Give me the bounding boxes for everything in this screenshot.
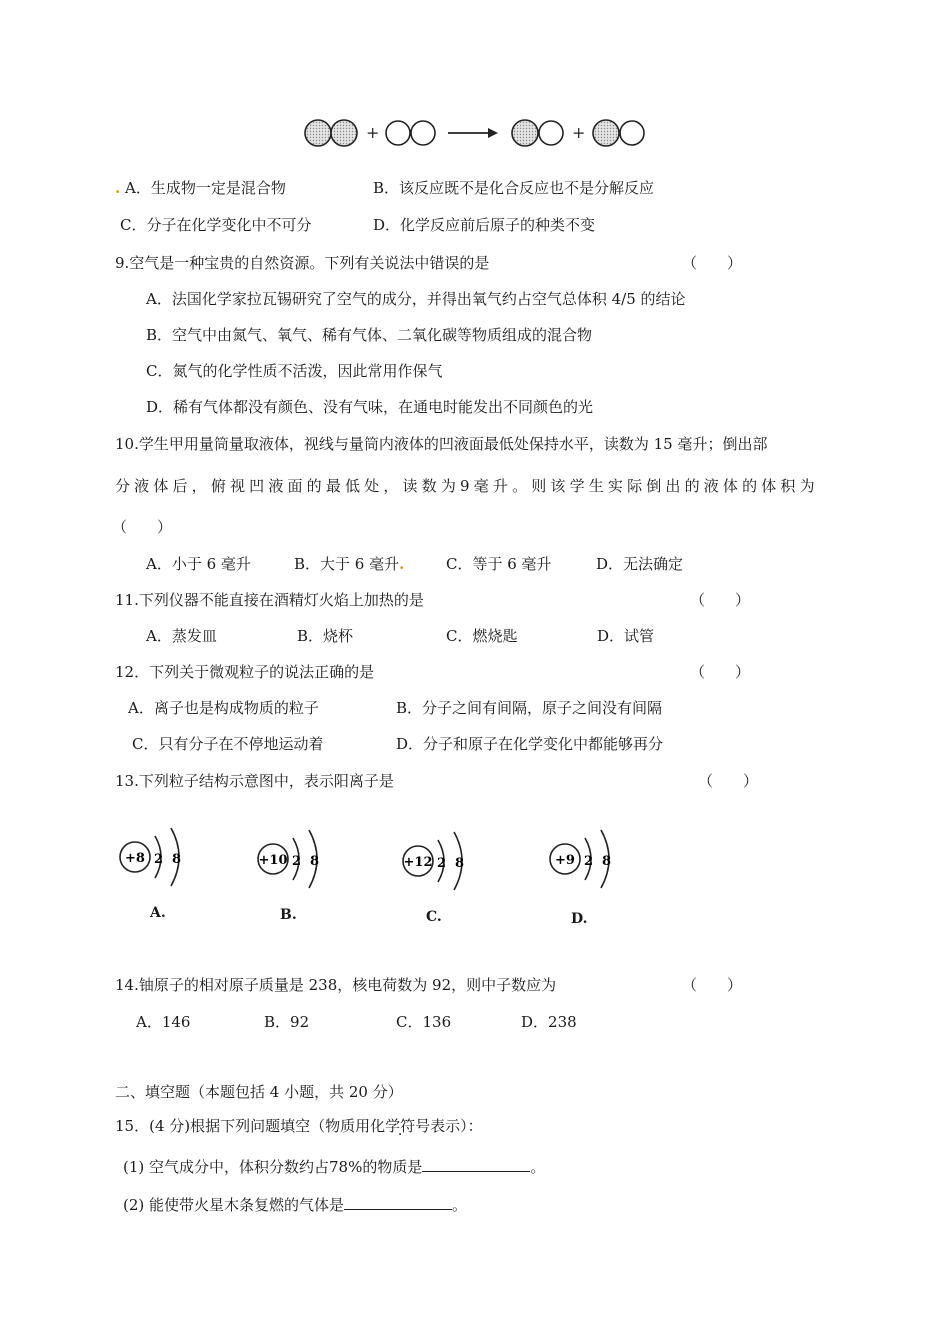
- nucleus-charge: +8: [125, 851, 145, 866]
- plus-sign-1: +: [366, 123, 380, 142]
- q11-option-a: A．蒸发皿: [146, 627, 217, 645]
- q11-option-c: C．燃烧匙: [446, 627, 518, 645]
- q13-stem: 13.下列粒子结构示意图中，表示阳离子是: [115, 772, 394, 790]
- plus-sign-2: +: [572, 123, 586, 142]
- atom-diagram-b-label: B.: [280, 907, 297, 923]
- shell-1-electrons: 2: [292, 854, 302, 869]
- reactant-molecule-empty: [386, 121, 435, 145]
- q12-option-a: A．离子也是构成物质的粒子: [128, 699, 319, 717]
- q12-option-b: B．分子之间有间隔，原子之间没有间隔: [396, 699, 663, 717]
- q10-answer-paren: （ ）: [112, 518, 173, 536]
- q10-stem-line1: 10.学生甲用量筒量取液体，视线与量筒内液体的凹液面最低处保持水平，读数为 15 毫升；倒出部: [115, 435, 768, 453]
- q15-stem: 15．(4 分)根据下列问题填空（物质用化学符号表示）：: [115, 1117, 483, 1135]
- q9-option-d: D．稀有气体都没有颜色、没有气味，在通电时能发出不同颜色的光: [146, 398, 594, 416]
- reactant-molecule-shaded: [305, 120, 357, 146]
- shell-1-electrons: 2: [584, 854, 594, 869]
- q14-option-a: A．146: [136, 1013, 191, 1031]
- q15-sub2: (2) 能使带火星木条复燃的气体是 。: [123, 1193, 467, 1215]
- atom-diagram-c: [398, 824, 488, 899]
- atom-diagram-d-label: D.: [571, 911, 588, 927]
- shell-2-electrons: 8: [602, 854, 612, 869]
- q10-option-a: A．小于 6 毫升: [146, 555, 251, 573]
- atom-diagram-d: [545, 822, 635, 897]
- shell-1-electrons: 2: [437, 856, 447, 871]
- q12-option-c: C．只有分子在不停地运动着: [132, 735, 324, 753]
- emphasized-text: 化学符号: [370, 1117, 431, 1135]
- q9-option-a: A．法国化学家拉瓦锡研究了空气的成分，并得出氧气约占空气总体积 4/5 的结论: [146, 290, 686, 308]
- q12-stem: 12．下列关于微观粒子的说法正确的是: [115, 663, 375, 681]
- q11-option-b: B．烧杯: [297, 627, 354, 645]
- shell-2-electrons: 8: [172, 852, 182, 867]
- nucleus-charge: +9: [555, 853, 575, 868]
- nucleus-charge: +10: [258, 853, 288, 868]
- q9-option-b: B．空气中由氮气、氧气、稀有气体、二氧化碳等物质组成的混合物: [146, 326, 593, 344]
- q14-option-c: C．136: [396, 1013, 452, 1031]
- q14-option-d: D．238: [521, 1013, 577, 1031]
- q9-answer-paren: （ ）: [682, 254, 743, 272]
- q8-option-b: B．该反应既不是化合反应也不是分解反应: [373, 179, 655, 197]
- q12-option-d: D．分子和原子在化学变化中都能够再分: [396, 735, 664, 753]
- answer-blank-2[interactable]: [344, 1193, 452, 1210]
- q8-option-c: C．分子在化学变化中不可分: [120, 216, 312, 234]
- q14-option-b: B．92: [264, 1013, 310, 1031]
- product-molecule-2: [593, 120, 644, 146]
- shell-2-electrons: 8: [455, 856, 465, 871]
- q10-option-d: D．无法确定: [596, 555, 684, 573]
- section-2-title: 二、填空题（本题包括 4 小题，共 20 分）: [115, 1083, 403, 1101]
- q13-answer-paren: （ ）: [698, 772, 759, 790]
- q8-option-d: D．化学反应前后原子的种类不变: [373, 216, 596, 234]
- shell-2-electrons: 8: [310, 854, 320, 869]
- q10-option-c: C．等于 6 毫升: [446, 555, 552, 573]
- atom-diagram-a: [115, 820, 205, 895]
- shell-1-electrons: 2: [154, 852, 164, 867]
- q14-answer-paren: （ ）: [682, 976, 743, 994]
- atom-diagram-c-label: C.: [426, 909, 442, 925]
- nucleus-charge: +12: [403, 855, 433, 870]
- q14-stem: 14.铀原子的相对原子质量是 238，核电荷数为 92，则中子数应为: [115, 976, 557, 994]
- q8-option-a: . A．生成物一定是混合物: [115, 179, 286, 197]
- product-molecule-1: [512, 120, 563, 146]
- q11-answer-paren: （ ）: [690, 591, 751, 609]
- q9-stem: 9.空气是一种宝贵的自然资源。下列有关说法中错误的是: [115, 254, 490, 272]
- q12-answer-paren: （ ）: [690, 663, 751, 681]
- reaction-diagram: [300, 112, 660, 156]
- answer-blank-1[interactable]: [422, 1155, 530, 1172]
- q10-option-b: B．大于 6 毫升.: [294, 555, 405, 573]
- atom-diagram-a-label: A.: [150, 905, 166, 921]
- q10-stem-line2: 分 液 体 后 ， 俯 视 凹 液 面 的 最 低 处 ， 读 数 为 9 毫 升 。 则 该 学 生 实 际 倒 出 的 液 体 的 体 积 为: [115, 477, 815, 495]
- q11-stem: 11.下列仪器不能直接在酒精灯火焰上加热的是: [115, 591, 424, 609]
- atom-diagram-b: [253, 822, 343, 897]
- q9-option-c: C．氮气的化学性质不活泼，因此常用作保气: [146, 362, 443, 380]
- q11-option-d: D．试管: [597, 627, 655, 645]
- q15-sub1: (1) 空气成分中，体积分数约占78%的物质是 。: [123, 1155, 545, 1177]
- reaction-arrow: [448, 128, 498, 138]
